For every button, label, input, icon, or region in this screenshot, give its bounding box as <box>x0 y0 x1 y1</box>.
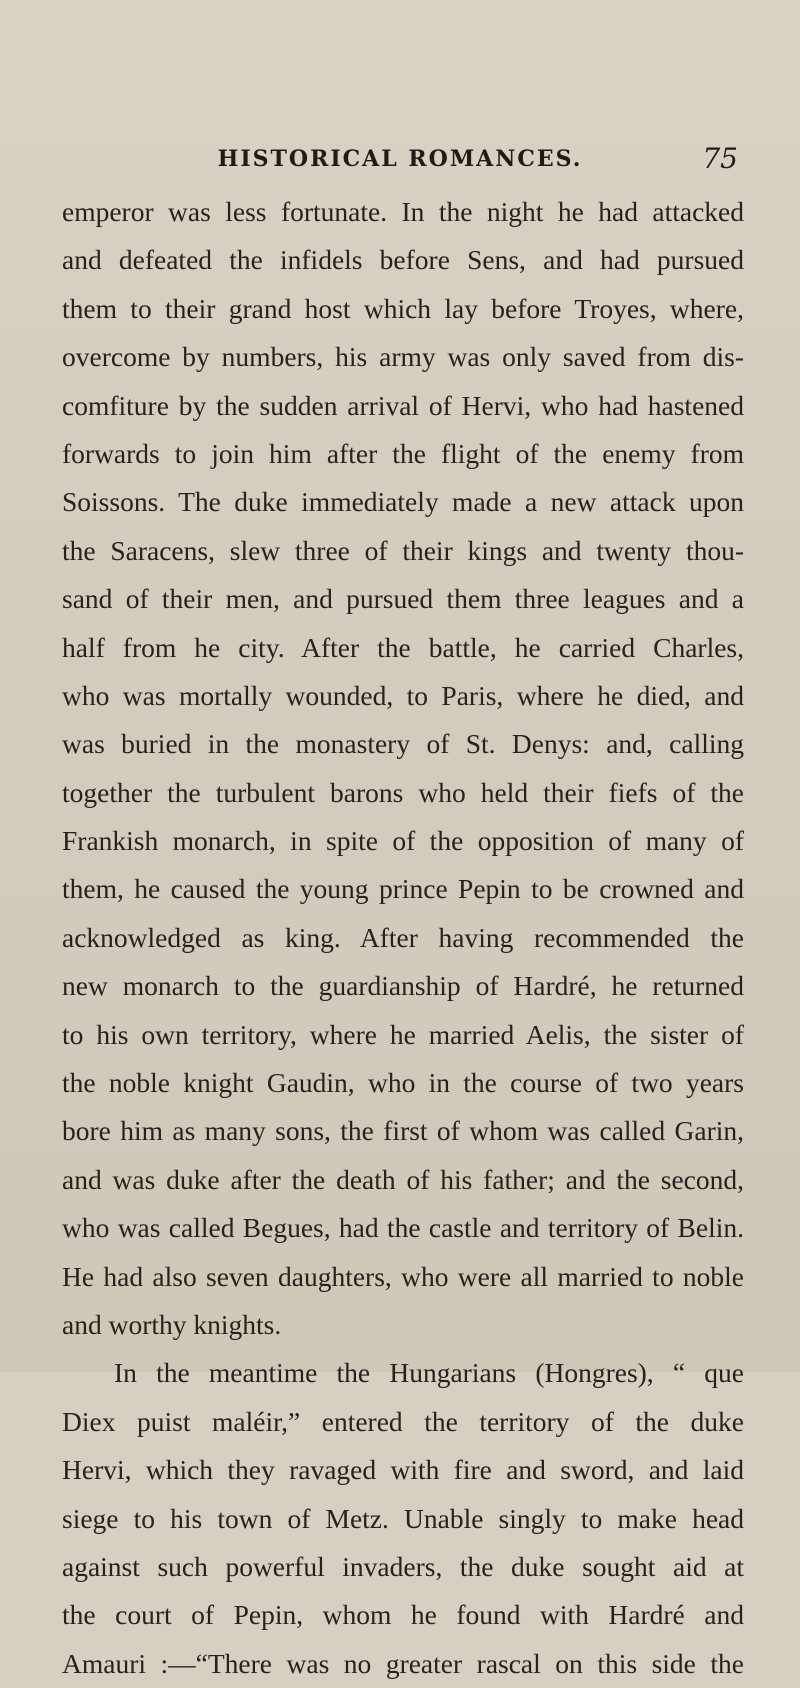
text-line: Amauri :—“There was no greater rascal on this side the <box>62 1647 744 1679</box>
text-line: them, he caused the young prince Pepin to be crowned and <box>62 873 744 905</box>
text-line: overcome by numbers, his army was only saved from dis- <box>62 341 744 373</box>
text-line: the Saracens, slew three of their kings and twenty thou- <box>62 534 744 566</box>
paragraph-start-line: In the meantime the Hungarians (Hongres), “ que <box>114 1357 744 1389</box>
page-number: 75 <box>702 142 738 175</box>
text-line: and defeated the infidels before Sens, and had pursued <box>62 244 744 276</box>
text-line: who was mortally wounded, to Paris, where he died, and <box>62 679 744 711</box>
text-line: new monarch to the guardianship of Hardré, he returned <box>62 970 744 1002</box>
text-line: acknowledged as king. After having recommended the <box>62 921 744 953</box>
running-head <box>60 142 740 180</box>
text-line: emperor was less fortunate. In the night he had attacked <box>62 196 744 227</box>
text-line: Diex puist maléir,” entered the territory of the duke <box>62 1405 744 1437</box>
text-line: bore him as many sons, the first of whom was called Garin, <box>62 1115 744 1147</box>
text-line: comfiture by the sudden arrival of Hervi, who had hastened <box>62 389 744 421</box>
text-line: together the turbulent barons who held their fiefs of the <box>62 776 744 808</box>
text-line: who was called Begues, had the castle and territory of Belin. <box>62 1212 744 1244</box>
text-line: Soissons. The duke immediately made a new attack upon <box>62 486 744 518</box>
text-line: sand of their men, and pursued them three leagues and a <box>62 583 744 615</box>
text-line: He had also seven daughters, who were all married to noble <box>62 1260 744 1292</box>
running-title: HISTORICAL ROMANCES. <box>217 146 583 172</box>
text-line: and was duke after the death of his father; and the second, <box>62 1163 744 1195</box>
text-line: against such powerful invaders, the duke sought aid at <box>62 1550 744 1582</box>
text-line: them to their grand host which lay before Troyes, where, <box>62 292 744 324</box>
text-line: siege to his town of Metz. Unable singly to make head <box>62 1502 744 1534</box>
text-line: to his own territory, where he married Aelis, the sister of <box>62 1018 744 1050</box>
text-line: Hervi, which they ravaged with fire and sword, and laid <box>62 1454 744 1486</box>
text-line: Frankish monarch, in spite of the opposition of many of <box>62 825 744 857</box>
text-line: forwards to join him after the flight of the enemy from <box>62 437 744 469</box>
text-line: the noble knight Gaudin, who in the course of two years <box>62 1067 744 1099</box>
body-text <box>62 188 744 1688</box>
text-line: half from he city. After the battle, he carried Charles, <box>62 631 744 663</box>
paragraph-end-line: and worthy knights. <box>62 1308 282 1340</box>
text-line: the court of Pepin, whom he found with Hardré and <box>62 1599 744 1631</box>
text-line: was buried in the monastery of St. Denys: and, calling <box>62 728 744 760</box>
